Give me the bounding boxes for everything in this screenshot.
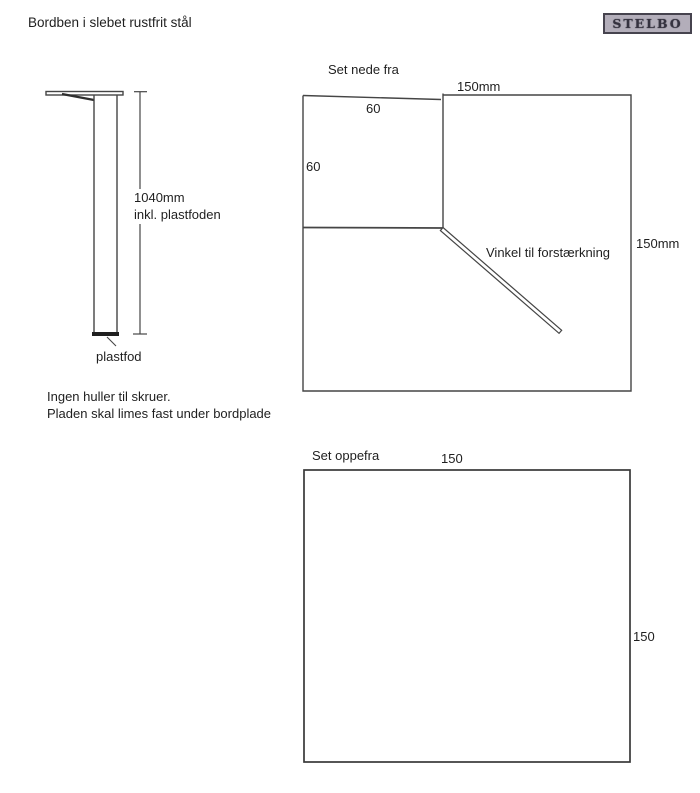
stelbo-logo-text: STELBO xyxy=(612,16,683,31)
bottom-view-top-dimension: 150mm xyxy=(457,79,501,94)
bottom-view-diagram xyxy=(303,94,631,392)
stelbo-logo xyxy=(603,13,692,34)
plastic-foot-label: plastfod xyxy=(96,349,142,364)
plastfod-pointer-line xyxy=(107,337,116,346)
leg-dimension-value: 1040mm xyxy=(134,190,185,205)
top-view-right-dimension: 150 xyxy=(633,629,655,644)
mounting-notes xyxy=(47,388,271,422)
plate-outline xyxy=(303,95,631,391)
note-line-2: Pladen skal limes fast under bordplade xyxy=(47,406,272,421)
leg-dimension-note: inkl. plastfoden xyxy=(134,206,221,222)
top-view-title: Set oppefra xyxy=(312,448,380,463)
top-view-square xyxy=(304,470,630,762)
reinforcement-brace-label: Vinkel til forstærkning xyxy=(486,245,611,260)
tube-bottom-edge xyxy=(303,228,443,229)
bottom-view-right-dimension: 150mm xyxy=(636,236,680,251)
top-view-top-dimension: 150 xyxy=(441,451,463,466)
tube-top-edge xyxy=(303,96,441,100)
tube-height-label: 60 xyxy=(306,159,321,174)
bottom-view-title: Set nede fra xyxy=(328,62,399,77)
tube-width-label: 60 xyxy=(366,101,381,116)
leg-top-plate xyxy=(46,92,123,96)
leg-plastic-foot xyxy=(92,332,119,336)
note-line-1: Ingen huller til skruer. xyxy=(47,389,171,404)
leg-side-view xyxy=(46,92,123,347)
page-title: Bordben i slebet rustfrit stål xyxy=(28,15,192,30)
reinforcement-angle-brace xyxy=(440,228,561,334)
leg-dimension-label xyxy=(133,189,223,224)
